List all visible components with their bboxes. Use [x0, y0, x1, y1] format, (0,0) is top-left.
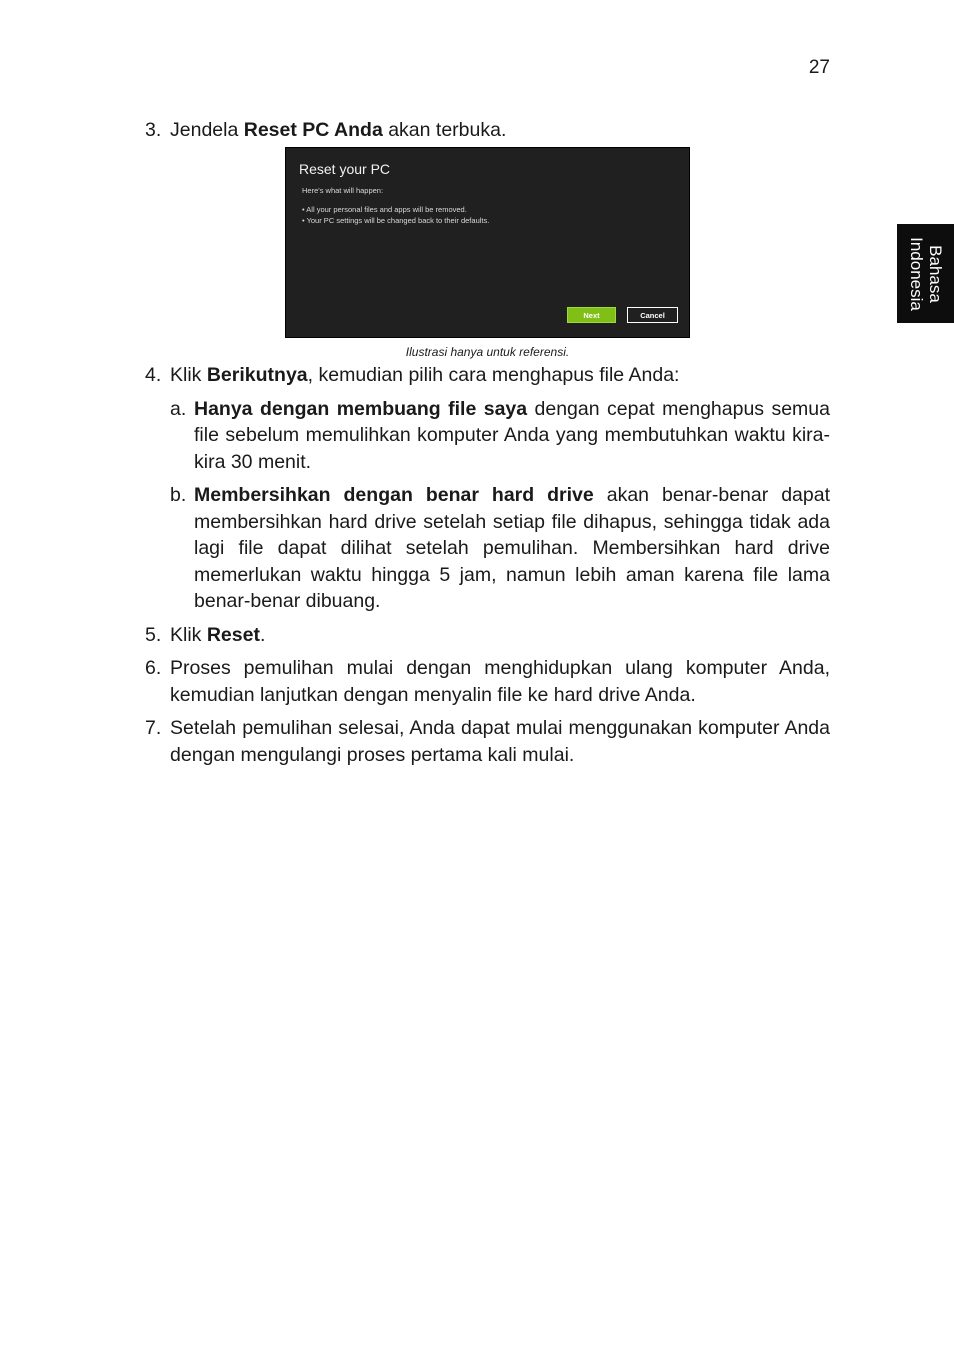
- step-number: 4.: [145, 364, 162, 386]
- figure-caption: Ilustrasi hanya untuk referensi.: [405, 345, 570, 359]
- cancel-button[interactable]: Cancel: [627, 307, 678, 323]
- dialog-bullet: • All your personal files and apps will be removed.: [302, 205, 467, 214]
- step-text: Jendela Reset PC Anda akan terbuka.: [170, 119, 507, 141]
- dialog-bullet: • Your PC settings will be changed back to their defaults.: [302, 216, 490, 225]
- step-3: [145, 117, 830, 144]
- substep-letter: a.: [170, 397, 187, 420]
- steps-list: [145, 362, 830, 768]
- step-number: 6.: [145, 657, 162, 679]
- next-button[interactable]: Next: [567, 307, 616, 323]
- substep-text: Hanya dengan membuang file saya dengan cepat menghapus semua file sebelum memulihkan komputer Anda yang membutuhkan waktu kira-kira 30 menit.: [194, 397, 830, 473]
- dialog-title: Reset your PC: [299, 161, 391, 177]
- step-7: [145, 715, 830, 768]
- step-4a: [170, 396, 830, 476]
- substep-text: Membersihkan dengan benar hard drive akan benar-benar dapat membersihkan hard drive setelah setiap file dihapus, sehingga tidak ada lagi file dapat dilihat setelah pemulihan. Membersihkan hard drive memerlukan waktu hingga 5 jam, namun lebih aman karena file lama benar-benar dibuang.: [194, 484, 830, 612]
- step-5: [145, 622, 830, 649]
- language-tab-line1: Bahasa: [925, 244, 945, 303]
- step-number: 5.: [145, 623, 162, 646]
- dialog-subtitle: Here's what will happen:: [302, 186, 384, 195]
- step-number: 7.: [145, 717, 162, 739]
- step-6: [145, 655, 830, 708]
- language-tab-line2: Indonesia: [906, 236, 926, 311]
- step-4: [145, 362, 830, 389]
- step-4b: [170, 482, 830, 615]
- language-tab: [897, 224, 954, 323]
- language-tab-label: [907, 237, 945, 311]
- step-number: 3.: [145, 119, 162, 141]
- step-text: Klik Berikutnya, kemudian pilih cara menghapus file Anda:: [170, 364, 680, 386]
- reset-pc-screenshot: [285, 147, 690, 338]
- page-number: 27: [808, 57, 830, 78]
- step-text: Setelah pemulihan selesai, Anda dapat mulai menggunakan komputer Anda dengan mengulangi proses pertama kali mulai.: [170, 717, 830, 766]
- step-text: Klik Reset.: [170, 623, 266, 646]
- substep-letter: b.: [170, 484, 187, 506]
- step-text: Proses pemulihan mulai dengan menghidupkan ulang komputer Anda, kemudian lanjutkan dengan menyalin file ke hard drive Anda.: [170, 657, 830, 706]
